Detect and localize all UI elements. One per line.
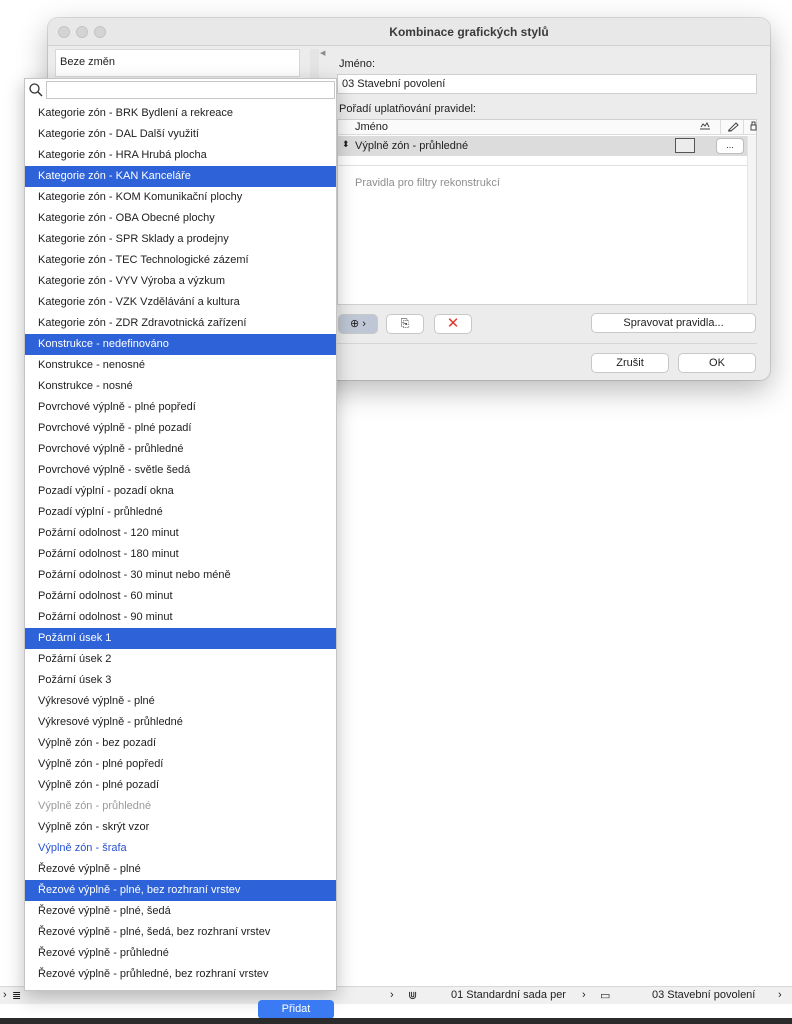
cancel-button[interactable]: Zrušit	[591, 353, 669, 373]
rule-list-item[interactable]: Výplně zón - skrýt vzor	[38, 821, 150, 833]
rule-list-item[interactable]: Požární odolnost - 180 minut	[38, 548, 179, 560]
rule-list-item[interactable]: Povrchové výplně - plné popředí	[38, 401, 196, 413]
rule-list-item[interactable]: Řezové výplně - plné, šedá, bez rozhraní vrstev	[38, 926, 271, 938]
splitter-handle-icon[interactable]: ◀	[320, 50, 326, 57]
rule-list-item[interactable]: Řezové výplně - průhledné	[38, 947, 169, 959]
rule-row[interactable]	[338, 136, 756, 156]
duplicate-rule-button[interactable]	[386, 314, 424, 334]
rule-list-item[interactable]: Výkresové výplně - průhledné	[38, 716, 183, 728]
add-rule-button[interactable]	[338, 314, 378, 334]
rule-list-item[interactable]: Konstrukce - nosné	[38, 380, 133, 392]
rule-list-item[interactable]: Výplně zón - šrafa	[38, 842, 127, 854]
dock-strip	[0, 1018, 792, 1024]
name-input[interactable]: 03 Stavební povolení	[337, 74, 757, 94]
rule-list-item[interactable]: Povrchové výplně - světle šedá	[38, 464, 191, 476]
rule-list-item[interactable]: Požární úsek 1	[25, 628, 336, 649]
rule-list-item[interactable]: Povrchové výplně - průhledné	[38, 443, 184, 455]
rule-list-item[interactable]: Výplně zón - průhledné	[38, 800, 152, 812]
brush-icon	[749, 121, 758, 135]
rule-list-item[interactable]: Řezové výplně - průhledné, bez rozhraní vrstev	[38, 968, 269, 980]
rule-list-item[interactable]: Požární odolnost - 120 minut	[38, 527, 179, 539]
rule-list-item[interactable]: Pozadí výplní - průhledné	[38, 506, 163, 518]
rule-order-label: Pořadí uplatňování pravidel:	[339, 103, 476, 115]
rule-list-item[interactable]: Požární odolnost - 60 minut	[38, 590, 173, 602]
search-input[interactable]	[46, 81, 335, 99]
rule-list-item[interactable]: Kategorie zón - SPR Sklady a prodejny	[38, 233, 229, 245]
rule-list	[25, 103, 336, 985]
rule-options-button[interactable]: ...	[716, 138, 744, 154]
rule-list-item[interactable]: Řezové výplně - plné	[38, 863, 141, 875]
rule-list-item[interactable]: Kategorie zón - VYV Výroba a výzkum	[38, 275, 226, 287]
rule-list-item[interactable]: Kategorie zón - BRK Bydlení a rekreace	[38, 107, 234, 119]
combination-icon: ▭	[600, 990, 611, 1002]
footer-divider	[337, 343, 757, 344]
layer-icon: ≣	[12, 990, 22, 1002]
rules-table-scrollbar[interactable]	[747, 136, 756, 304]
rule-list-item[interactable]: Požární odolnost - 90 minut	[38, 611, 173, 623]
rule-list-item[interactable]: Kategorie zón - VZK Vzdělávání a kultura	[38, 296, 240, 308]
rule-list-item[interactable]: Konstrukce - nenosné	[38, 359, 146, 371]
combination-list[interactable]	[55, 49, 300, 77]
rule-list-item[interactable]: Výplně zón - plné popředí	[38, 758, 164, 770]
rule-list-item[interactable]: Povrchové výplně - plné pozadí	[38, 422, 192, 434]
rule-list-item[interactable]: Kategorie zón - TEC Technologické zázemí	[38, 254, 249, 266]
rules-table-header	[338, 120, 756, 135]
rule-list-item[interactable]: Kategorie zón - HRA Hrubá plocha	[38, 149, 207, 161]
rule-list-item[interactable]: Výplně zón - plné pozadí	[38, 779, 160, 791]
rules-table	[337, 119, 757, 305]
rule-picker-popup	[24, 78, 337, 991]
rule-list-item[interactable]: Kategorie zón - KOM Komunikační plochy	[38, 191, 243, 203]
titlebar	[48, 18, 770, 46]
pen-set-selector[interactable]: 01 Standardní sada per	[451, 989, 566, 1001]
rule-list-item[interactable]: Výplně zón - bez pozadí	[38, 737, 157, 749]
search-icon	[28, 82, 44, 98]
rule-list-item[interactable]: Požární úsek 3	[38, 674, 112, 686]
rule-list-item[interactable]: Řezové výplně - plné, bez rozhraní vrstev	[25, 880, 336, 901]
rule-list-item[interactable]: Kategorie zón - OBA Obecné plochy	[38, 212, 215, 224]
add-button[interactable]: Přidat	[258, 1000, 334, 1019]
combination-list-item[interactable]: Beze změn	[60, 56, 116, 68]
header-separator	[743, 120, 744, 135]
duplicate-icon: ⎘	[400, 318, 410, 330]
rule-list-item[interactable]: Kategorie zón - KAN Kanceláře	[25, 166, 336, 187]
rule-separator	[338, 165, 756, 166]
ok-button[interactable]: OK	[678, 353, 756, 373]
fill-icon	[699, 121, 711, 134]
rule-list-item[interactable]: Konstrukce - nedefinováno	[25, 334, 336, 355]
statusbar-chevron[interactable]: ›	[3, 989, 7, 1001]
rule-list-item[interactable]: Požární úsek 2	[38, 653, 112, 665]
pen-set-icon: ⋓	[408, 990, 418, 1002]
pen-set-chevron[interactable]: ›	[390, 989, 394, 1001]
reorder-handle-icon[interactable]: ⬍	[342, 139, 350, 149]
rule-list-item[interactable]: Požární odolnost - 30 minut nebo méně	[38, 569, 231, 581]
dialog-title: Kombinace grafických stylů	[389, 25, 549, 39]
combination-chevron[interactable]: ›	[582, 989, 586, 1001]
pen-icon	[727, 121, 739, 135]
header-separator	[720, 120, 721, 135]
column-name-header[interactable]: Jméno	[355, 121, 389, 133]
rule-fill-swatch[interactable]	[675, 138, 695, 153]
reconstruction-rules-hint: Pravidla pro filtry rekonstrukcí	[355, 177, 500, 189]
delete-icon: ✕	[446, 315, 460, 332]
rule-list-item[interactable]: Řezové výplně - plné, šedá	[38, 905, 171, 917]
rule-list-item[interactable]: Kategorie zón - DAL Další využití	[38, 128, 199, 140]
end-chevron[interactable]: ›	[778, 989, 782, 1001]
rule-list-item[interactable]: Kategorie zón - ZDR Zdravotnická zařízení	[38, 317, 247, 329]
graphic-combination-selector[interactable]: 03 Stavební povolení	[652, 989, 756, 1001]
add-rule-label: ⊕ ›	[350, 318, 366, 330]
name-label: Jméno:	[339, 58, 376, 70]
rule-list-item[interactable]: Výkresové výplně - plné	[38, 695, 155, 707]
delete-rule-button[interactable]	[434, 314, 472, 334]
manage-rules-button[interactable]: Spravovat pravidla...	[591, 313, 756, 333]
rule-name: Výplně zón - průhledné	[355, 140, 469, 152]
rule-list-item[interactable]: Pozadí výplní - pozadí okna	[38, 485, 174, 497]
